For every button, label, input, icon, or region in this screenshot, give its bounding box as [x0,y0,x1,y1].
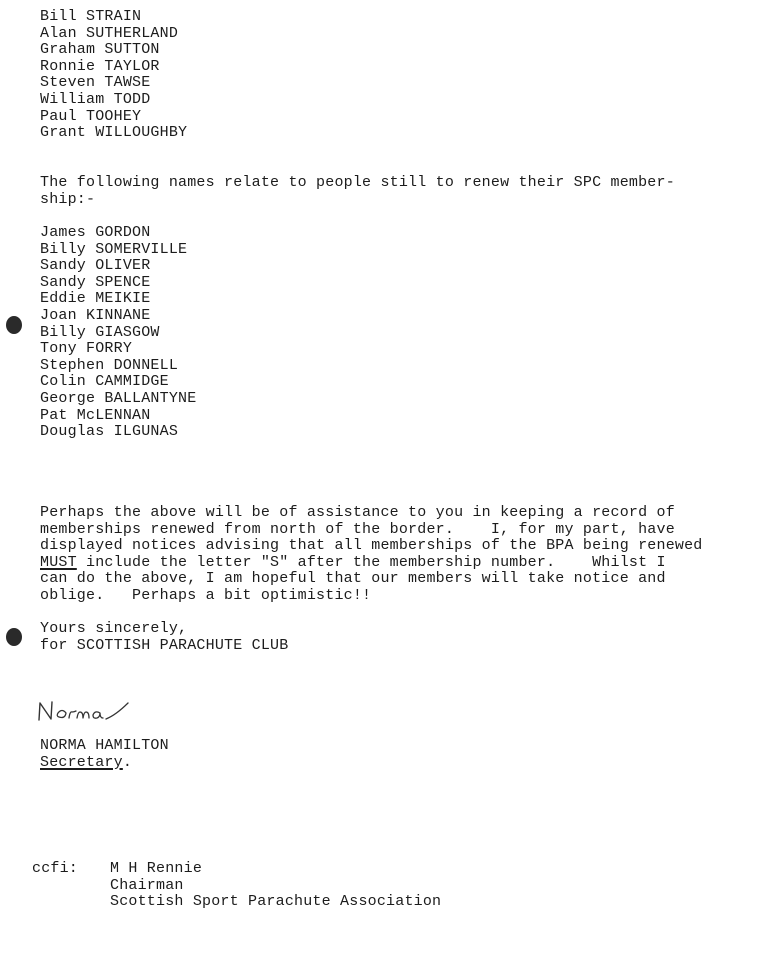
cc-recipient-name: M H Rennie [110,860,203,877]
cc-recipient-org: Scottish Sport Parachute Association [110,893,442,911]
list-item: Douglas ILGUNAS [40,423,179,441]
signatory-title-line [40,755,169,772]
closing-line-6: oblige. Perhaps a bit optimistic!! [40,586,372,604]
list-item: Bill STRAIN [40,8,142,25]
renew-intro-line-2: ship:- [40,190,96,208]
list-item: Stephen DONNELL [40,356,179,374]
punch-hole-mark [6,316,22,334]
list-item: Billy GIASGOW [40,323,160,341]
handwritten-signature [36,696,146,730]
list-item: Billy SOMERVILLE [40,240,188,258]
signoff-block [40,621,288,654]
list-item: Ronnie TAYLOR [40,57,160,75]
list-item: Eddie MEIKIE [40,290,151,308]
list-item: William TODD [40,90,151,108]
list-item: Alan SUTHERLAND [40,24,179,42]
closing-line-5: can do the above, I am hopeful that our members will take notice and [40,570,666,588]
cc-recipient-block [110,861,441,911]
list-item: Steven TAWSE [40,74,151,92]
list-item: Graham SUTTON [40,41,160,59]
list-item: Sandy SPENCE [40,273,151,291]
cc-label: ccfi: [32,860,79,877]
list-item: Tony FORRY [40,340,133,358]
signatory-title-punct: . [122,753,133,771]
closing-line-2: memberships renewed from north of the border. I, for my part, have [40,520,675,538]
list-item: James GORDON [40,224,151,241]
signatory-block [40,738,169,771]
list-item: Joan KINNANE [40,306,151,324]
signoff-greeting: Yours sincerely, [40,620,188,637]
signatory-name: NORMA HAMILTON [40,737,169,754]
names-list-top [40,9,187,142]
closing-line-4-rest: include the letter "S" after the membership number. Whilst I [76,553,666,571]
names-list-renew [40,225,196,441]
list-item: Pat McLENNAN [40,406,151,424]
closing-line-3: displayed notices advising that all memberships of the BPA being renewed [40,537,703,555]
signatory-title: Secretary [40,753,123,771]
signoff-org: for SCOTTISH PARACHUTE CLUB [40,636,289,654]
list-item: Paul TOOHEY [40,107,142,125]
closing-line-4 [40,555,703,572]
closing-line-1: Perhaps the above will be of assistance to you in keeping a record of [40,504,675,521]
list-item: Colin CAMMIDGE [40,373,169,391]
list-item: George BALLANTYNE [40,389,197,407]
renew-intro-line-1: The following names relate to people still to renew their SPC member- [40,174,675,191]
emphasis-must: MUST [40,553,77,571]
cc-label-block [32,861,78,878]
list-item: Grant WILLOUGHBY [40,124,188,142]
cc-recipient-role: Chairman [110,876,184,894]
punch-hole-mark [6,628,22,646]
list-item: Sandy OLIVER [40,257,151,275]
closing-paragraph [40,505,703,605]
renew-intro-paragraph [40,175,675,208]
